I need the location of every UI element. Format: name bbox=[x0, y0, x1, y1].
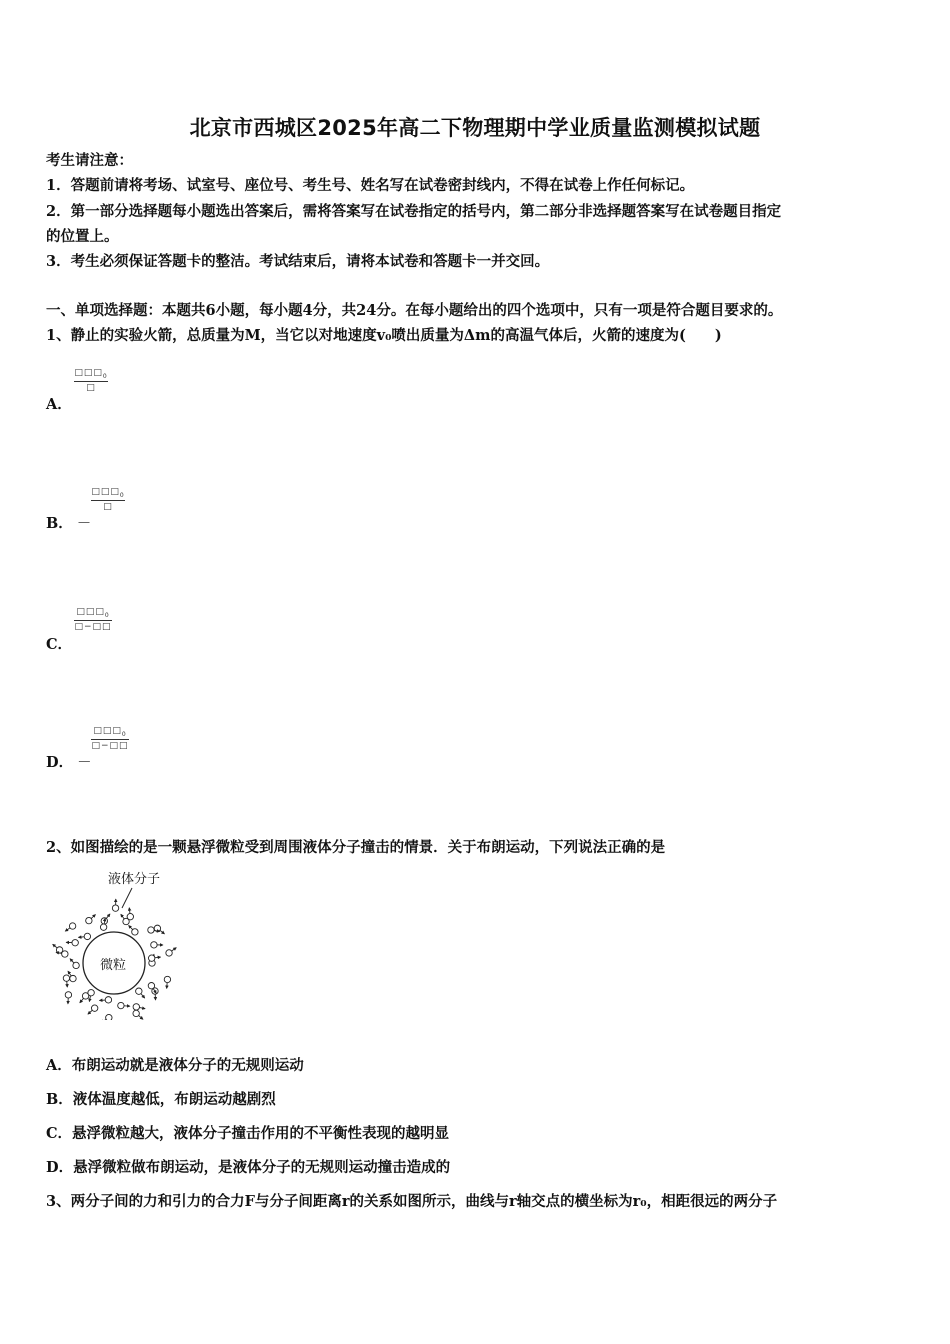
molecule bbox=[63, 975, 69, 981]
molecule bbox=[73, 962, 79, 968]
q1-option-b[interactable] bbox=[46, 512, 91, 533]
formula-numerator: □□□ bbox=[76, 607, 105, 617]
q2-option-d[interactable] bbox=[46, 1158, 450, 1178]
section-heading: 一、单项选择题：本题共6小题，每小题4分，共24分。在每小题给出的四个选项中，只有一项是符合题目要求的。 bbox=[46, 302, 783, 319]
molecule bbox=[65, 992, 71, 998]
option-text: 悬浮微粒越大，液体分子撞击作用的不平衡性表现的越明显 bbox=[72, 1125, 450, 1142]
particle-label: 微粒 bbox=[100, 958, 127, 973]
formula-subscript: 0 bbox=[119, 491, 125, 499]
q1-option-a-formula bbox=[74, 368, 108, 393]
molecule bbox=[136, 988, 142, 994]
option-sign: － bbox=[76, 516, 92, 532]
molecule bbox=[69, 923, 75, 929]
molecule bbox=[84, 933, 90, 939]
option-label: B． bbox=[46, 1091, 73, 1108]
q2-option-b[interactable] bbox=[46, 1090, 276, 1110]
option-sign: － bbox=[77, 755, 92, 771]
notice-item: 1．答题前请将考场、试室号、座位号、考生号、姓名写在试卷密封线内，不得在试卷上作任何标记。 bbox=[46, 177, 695, 194]
formula-denominator: □−□□ bbox=[74, 621, 112, 632]
molecule bbox=[88, 990, 94, 996]
option-label: C． bbox=[46, 636, 73, 653]
option-label: B． bbox=[46, 515, 73, 532]
q1-option-c[interactable] bbox=[46, 633, 72, 654]
q1-option-c-formula bbox=[74, 607, 112, 632]
label-pointer-line bbox=[122, 888, 132, 908]
formula-subscript: 0 bbox=[102, 372, 108, 380]
q1-option-d-formula bbox=[91, 726, 129, 751]
molecule bbox=[148, 927, 154, 933]
option-text: 液体温度越低，布朗运动越剧烈 bbox=[72, 1091, 276, 1108]
q2-option-c[interactable] bbox=[46, 1124, 449, 1144]
option-text: 布朗运动就是液体分子的无规则运动 bbox=[71, 1057, 304, 1074]
molecule bbox=[166, 950, 172, 956]
molecule bbox=[86, 917, 92, 923]
molecule bbox=[106, 1014, 112, 1020]
option-label: D． bbox=[46, 754, 74, 771]
molecule bbox=[105, 997, 111, 1003]
q1-option-b-formula bbox=[91, 487, 125, 512]
formula-numerator: □□□ bbox=[74, 368, 103, 378]
molecule bbox=[148, 982, 154, 988]
molecule bbox=[148, 955, 154, 961]
particle-diagram bbox=[46, 864, 196, 1020]
notice-heading: 考生请注意： bbox=[46, 152, 133, 169]
molecule bbox=[70, 975, 76, 981]
formula-subscript: 0 bbox=[121, 730, 127, 738]
q1-option-a[interactable] bbox=[46, 393, 72, 414]
question-3-stem: 3、两分子间的力和引力的合力F与分子间距离r的关系如图所示，曲线与r轴交点的横坐标为r₀，相距很远的两分子 bbox=[46, 1193, 778, 1210]
option-label: A． bbox=[46, 1057, 72, 1074]
formula-numerator: □□□ bbox=[93, 726, 122, 736]
formula-denominator: □−□□ bbox=[91, 740, 129, 751]
molecule bbox=[72, 940, 78, 946]
molecule-label: 液体分子 bbox=[108, 872, 161, 887]
molecule bbox=[133, 1010, 139, 1016]
formula-numerator: □□□ bbox=[91, 487, 120, 497]
formula-denominator: □ bbox=[103, 501, 113, 512]
molecule bbox=[62, 951, 68, 957]
q1-option-d[interactable] bbox=[46, 751, 92, 772]
molecule bbox=[123, 918, 129, 924]
molecule bbox=[151, 942, 157, 948]
q2-option-a[interactable] bbox=[46, 1056, 304, 1076]
option-text: 悬浮微粒做布朗运动，是液体分子的无规则运动撞击造成的 bbox=[73, 1159, 451, 1176]
brownian-motion-figure bbox=[46, 864, 196, 1020]
molecule bbox=[112, 905, 118, 911]
option-label: A． bbox=[46, 396, 72, 413]
notice-item: 2．第一部分选择题每小题选出答案后，需将答案写在试卷指定的括号内，第二部分非选择题答案写在试卷题目指定 bbox=[46, 203, 782, 220]
question-1-stem: 1、静止的实验火箭，总质量为M，当它以对地速度v₀喷出质量为Δm的高温气体后，火箭的速度为( ) bbox=[46, 327, 722, 344]
question-2-stem: 2、如图描绘的是一颗悬浮微粒受到周围液体分子撞击的情景．关于布朗运动，下列说法正确的是 bbox=[46, 839, 666, 856]
page-title: 北京市西城区2025年高二下物理期中学业质量监测模拟试题 bbox=[189, 116, 761, 140]
formula-subscript: 0 bbox=[104, 611, 110, 619]
option-label: D． bbox=[46, 1159, 74, 1176]
molecule bbox=[118, 1002, 124, 1008]
molecule bbox=[132, 929, 138, 935]
option-label: C． bbox=[46, 1125, 73, 1142]
molecule bbox=[133, 1004, 139, 1010]
notice-item: 的位置上。 bbox=[46, 228, 119, 245]
molecule bbox=[91, 1005, 97, 1011]
molecule bbox=[164, 976, 170, 982]
molecule bbox=[100, 924, 106, 930]
formula-denominator: □ bbox=[86, 382, 96, 393]
notice-item: 3．考生必须保证答题卡的整洁。考试结束后，请将本试卷和答题卡一并交回。 bbox=[46, 253, 550, 270]
